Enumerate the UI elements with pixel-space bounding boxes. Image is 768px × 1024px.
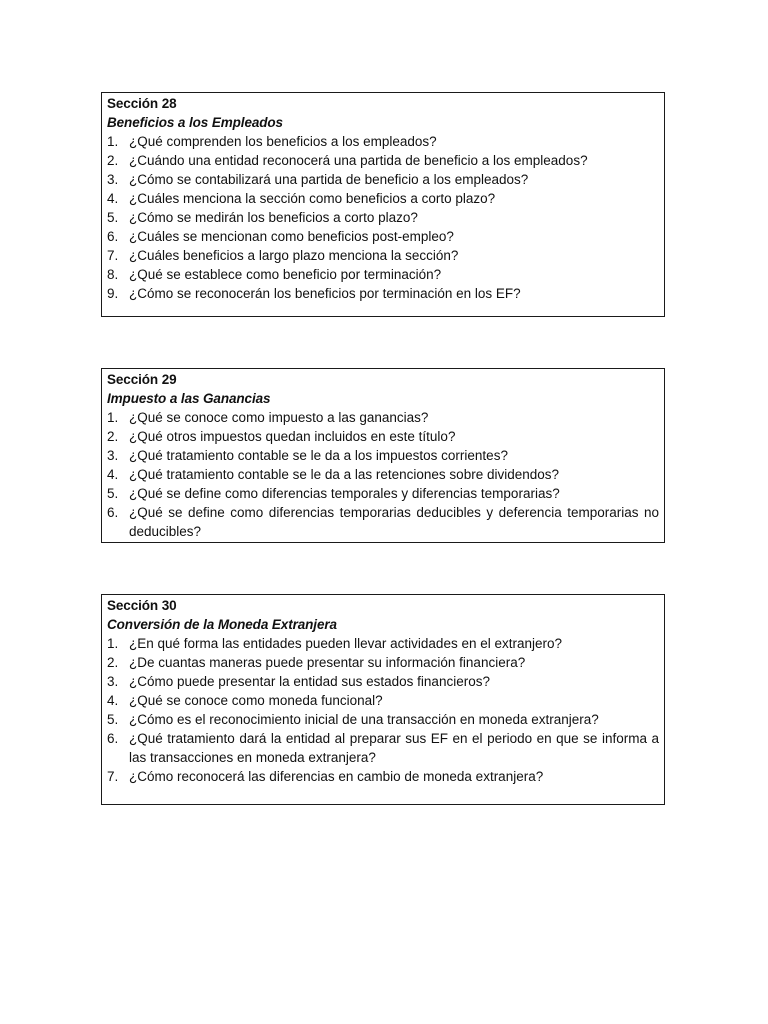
question-text: ¿Cuáles beneficios a largo plazo menciona la sección?	[129, 248, 459, 263]
section-title: Sección 30	[107, 598, 177, 613]
question-item	[107, 132, 659, 151]
question-item	[107, 284, 659, 303]
question-item	[107, 710, 659, 729]
question-item	[107, 151, 659, 170]
question-text: ¿Qué tratamiento contable se le da a las retenciones sobre dividendos?	[129, 467, 560, 482]
question-number: 5.	[107, 210, 119, 225]
question-text: ¿Cuándo una entidad reconocerá una partida de beneficio a los empleados?	[129, 153, 588, 168]
question-text: ¿En qué forma las entidades pueden llevar actividades en el extranjero?	[129, 636, 563, 651]
question-list	[107, 132, 659, 303]
question-item	[107, 189, 659, 208]
question-number: 1.	[107, 410, 119, 425]
section-28-box	[101, 92, 665, 317]
question-item	[107, 634, 659, 653]
section-29-box	[101, 368, 665, 543]
question-number: 2.	[107, 429, 119, 444]
question-text: ¿Cómo es el reconocimiento inicial de una transacción en moneda extranjera?	[129, 712, 599, 727]
question-text: ¿Qué se conoce como impuesto a las ganancias?	[129, 410, 429, 425]
section-title: Sección 29	[107, 372, 177, 387]
question-number: 1.	[107, 636, 119, 651]
question-number: 4.	[107, 693, 119, 708]
question-text: ¿Cómo reconocerá las diferencias en cambio de moneda extranjera?	[129, 769, 544, 784]
question-list	[107, 634, 659, 786]
question-item	[107, 653, 659, 672]
section-subtitle: Conversión de la Moneda Extranjera	[107, 617, 337, 632]
question-number: 4.	[107, 191, 119, 206]
question-item	[107, 465, 659, 484]
question-item	[107, 446, 659, 465]
question-item	[107, 208, 659, 227]
question-number: 9.	[107, 286, 119, 301]
question-text: ¿Qué se define como diferencias temporales y diferencias temporarias?	[129, 486, 560, 501]
question-number: 2.	[107, 655, 119, 670]
question-number: 2.	[107, 153, 119, 168]
question-number: 5.	[107, 486, 119, 501]
question-item	[107, 729, 659, 767]
question-number: 1.	[107, 134, 119, 149]
question-text: ¿Qué tratamiento dará la entidad al preparar sus EF en el periodo en que se informa a las transacciones en moneda extranjera?	[129, 731, 659, 765]
question-number: 3.	[107, 172, 119, 187]
section-title: Sección 28	[107, 96, 177, 111]
section-subtitle: Beneficios a los Empleados	[107, 115, 283, 130]
question-item	[107, 672, 659, 691]
question-text: ¿Qué se define como diferencias temporarias deducibles y deferencia temporarias no deducibles?	[129, 505, 659, 539]
question-number: 7.	[107, 769, 119, 784]
question-list	[107, 408, 659, 541]
question-number: 7.	[107, 248, 119, 263]
question-text: ¿Cuáles menciona la sección como beneficios a corto plazo?	[129, 191, 496, 206]
question-item	[107, 170, 659, 189]
question-item	[107, 691, 659, 710]
question-item	[107, 503, 659, 541]
question-text: ¿Cuáles se mencionan como beneficios post-empleo?	[129, 229, 454, 244]
question-text: ¿Qué se establece como beneficio por terminación?	[129, 267, 442, 282]
question-text: ¿De cuantas maneras puede presentar su información financiera?	[129, 655, 526, 670]
question-text: ¿Cómo puede presentar la entidad sus estados financieros?	[129, 674, 490, 689]
question-number: 3.	[107, 448, 119, 463]
question-number: 6.	[107, 731, 119, 746]
question-number: 8.	[107, 267, 119, 282]
question-text: ¿Cómo se reconocerán los beneficios por terminación en los EF?	[129, 286, 521, 301]
question-number: 6.	[107, 229, 119, 244]
question-item	[107, 246, 659, 265]
question-item	[107, 767, 659, 786]
question-item	[107, 427, 659, 446]
question-number: 5.	[107, 712, 119, 727]
question-text: ¿Qué comprenden los beneficios a los empleados?	[129, 134, 437, 149]
question-text: ¿Cómo se contabilizará una partida de beneficio a los empleados?	[129, 172, 529, 187]
question-number: 3.	[107, 674, 119, 689]
section-subtitle: Impuesto a las Ganancias	[107, 391, 271, 406]
question-item	[107, 265, 659, 284]
question-item	[107, 227, 659, 246]
question-number: 4.	[107, 467, 119, 482]
question-item	[107, 484, 659, 503]
question-text: ¿Cómo se medirán los beneficios a corto plazo?	[129, 210, 418, 225]
question-text: ¿Qué otros impuestos quedan incluidos en este título?	[129, 429, 456, 444]
question-item	[107, 408, 659, 427]
section-30-box	[101, 594, 665, 805]
question-text: ¿Qué tratamiento contable se le da a los impuestos corrientes?	[129, 448, 508, 463]
question-text: ¿Qué se conoce como moneda funcional?	[129, 693, 383, 708]
question-number: 6.	[107, 505, 119, 520]
